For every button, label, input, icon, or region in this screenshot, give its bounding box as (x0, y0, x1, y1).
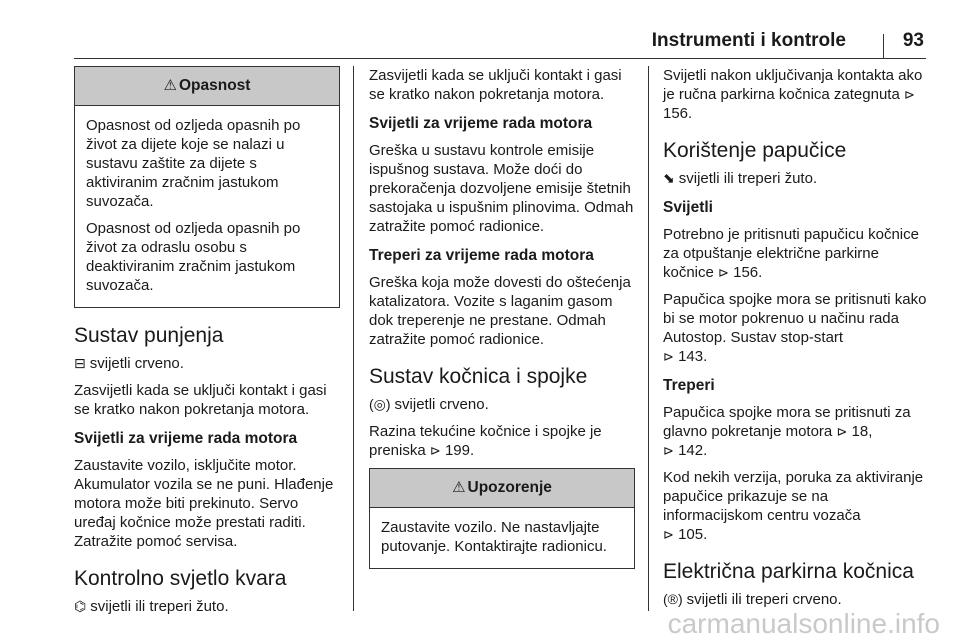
battery-icon: ⊟ (74, 355, 86, 371)
subheading-flashing-while-running: Treperi za vrijeme rada motora (369, 247, 594, 264)
intro-text: Svijetli nakon uključivanja kontakta ako je ručna parkirna kočnica zategnuta (663, 67, 923, 103)
malfunction-light-line (74, 597, 340, 616)
warning-triangle-icon: ⚠ (163, 77, 177, 94)
brake-paragraph-text: Razina tekućine kočnice i spojke je preniska (369, 423, 602, 459)
danger-box-body (75, 106, 339, 307)
warning-box (369, 468, 635, 569)
reference-arrow-icon: ⊳ (663, 349, 674, 364)
reference-arrow-icon: ⊳ (903, 87, 915, 102)
flash-text-1: Papučica spojke mora se pritisnuti za glavno pokretanje motora (663, 404, 911, 440)
page-header (0, 0, 960, 50)
page-reference[interactable]: 156. (733, 264, 763, 281)
heading-charging-system: Sustav punjenja (74, 324, 224, 347)
flashing-paragraph: Greška koja može dovesti do oštećenja katalizatora. Vozite s laganim gasom dok treperenje ne prestane. Odmah zatražite pomoć radionice. (369, 274, 631, 348)
running-paragraph: Greška u sustavu kontrole emisije ispušnog sustava. Može doći do prekoračenja dozvoljene emisije štetnih sastojaka u ispušnim plinovima. Odmah zatražite pomoć radionice. (369, 142, 634, 235)
subheading-lit-while-running: Svijetli za vrijeme rada motora (74, 430, 298, 447)
column-3 (663, 66, 929, 617)
parking-brake-icon: (®) (663, 591, 683, 607)
flash-paragraph-2 (663, 468, 929, 544)
heading-brake-clutch-system: Sustav kočnica i spojke (369, 365, 588, 388)
engine-icon: ⌬ (74, 598, 87, 614)
brake-icon: (◎) (369, 396, 391, 412)
intro-paragraph (663, 66, 929, 123)
lit-text-1: Potrebno je pritisnuti papučicu kočnice za otpuštanje električne parkirne kočnice (663, 226, 919, 281)
danger-box-header (75, 67, 339, 106)
reference-arrow-icon: ⊳ (429, 443, 441, 458)
charging-light-text: svijetli crveno. (89, 355, 184, 372)
danger-paragraph-1: Opasnost od ozljeda opasnih po život za dijete koje se nalazi u sustavu zaštite za dijete s aktiviranim zračnim jastukom suvozača. (86, 117, 301, 210)
brake-light-text: svijetli crveno. (394, 396, 489, 413)
pedal-light-line (663, 169, 929, 188)
warning-triangle-icon: ⚠ (452, 479, 466, 496)
brake-light-line (369, 395, 635, 414)
reference-arrow-icon: ⊳ (663, 443, 674, 458)
flash-text-2: Kod nekih verzija, poruka za aktiviranje papučice prikazuje se na informacijskom centru vozača (663, 469, 924, 524)
heading-electric-parking-brake: Električna parkirna kočnica (663, 560, 914, 583)
warning-paragraph: Zaustavite vozilo. Ne nastavljajte putovanje. Kontaktirajte radionicu. (381, 519, 607, 555)
pedal-light-text: svijetli ili treperi žuto. (678, 170, 818, 187)
reference-arrow-icon: ⊳ (663, 527, 674, 542)
page-number: 93 (902, 30, 924, 51)
page-reference[interactable]: 199. (444, 442, 475, 459)
heading-pedal-use: Korištenje papučice (663, 139, 847, 162)
subheading-lit: Svijetli (663, 199, 713, 216)
column-1 (74, 66, 340, 624)
warning-box-title: Upozorenje (467, 479, 552, 496)
running-paragraph: Zaustavite vozilo, isključite motor. Akumulator vozila se ne puni. Hlađenje motora može biti prekinuto. Servo uređaj kočnice može prestati raditi. Zatražite pomoć servisa. (74, 457, 334, 550)
charging-light-line (74, 354, 340, 373)
page-reference[interactable]: 18, (851, 423, 873, 440)
brake-paragraph (369, 422, 635, 460)
malfunction-light-text: svijetli ili treperi žuto. (90, 598, 229, 615)
section-title: Instrumenti i kontrole (651, 30, 846, 51)
epb-light-text: svijetli ili treperi crveno. (686, 591, 842, 608)
page-reference[interactable]: 142. (678, 442, 708, 459)
lit-text-2: Papučica spojke mora se pritisnuti kako bi se motor pokrenuo u načinu rada Autostop. Sustav stop-start (663, 291, 927, 346)
column-2 (369, 66, 635, 581)
reference-arrow-icon: ⊳ (836, 424, 848, 439)
column-divider-1 (353, 66, 354, 611)
subheading-lit-while-running: Svijetli za vrijeme rada motora (369, 115, 593, 132)
flash-paragraph-1 (663, 403, 929, 460)
lit-paragraph-1 (663, 225, 929, 282)
column-divider-2 (648, 66, 649, 611)
subheading-flashing: Treperi (663, 377, 715, 394)
charging-paragraph: Zasvijetli kada se uključi kontakt i gasi se kratko nakon pokretanja motora. (74, 382, 327, 418)
epb-light-line (663, 590, 929, 609)
warning-box-body (370, 508, 634, 568)
danger-paragraph-2: Opasnost od ozljeda opasnih po život za odraslu osobu s deaktiviranim zračnim jastukom suvozača. (86, 220, 301, 294)
warning-box-header (370, 469, 634, 508)
page-reference[interactable]: 156. (663, 105, 693, 122)
danger-box-title: Opasnost (178, 77, 251, 94)
intro-paragraph: Zasvijetli kada se uključi kontakt i gasi se kratko nakon pokretanja motora. (369, 67, 622, 103)
heading-malfunction-light: Kontrolno svjetlo kvara (74, 567, 287, 590)
header-divider (883, 34, 884, 58)
header-rule (74, 58, 926, 59)
lit-paragraph-2 (663, 290, 929, 366)
danger-box (74, 66, 340, 308)
page-reference[interactable]: 143. (678, 348, 708, 365)
watermark: carmanualsonline.info (667, 608, 940, 639)
reference-arrow-icon: ⊳ (718, 265, 729, 280)
pedal-icon: ⬊ (663, 170, 675, 186)
page-reference[interactable]: 105. (678, 526, 708, 543)
